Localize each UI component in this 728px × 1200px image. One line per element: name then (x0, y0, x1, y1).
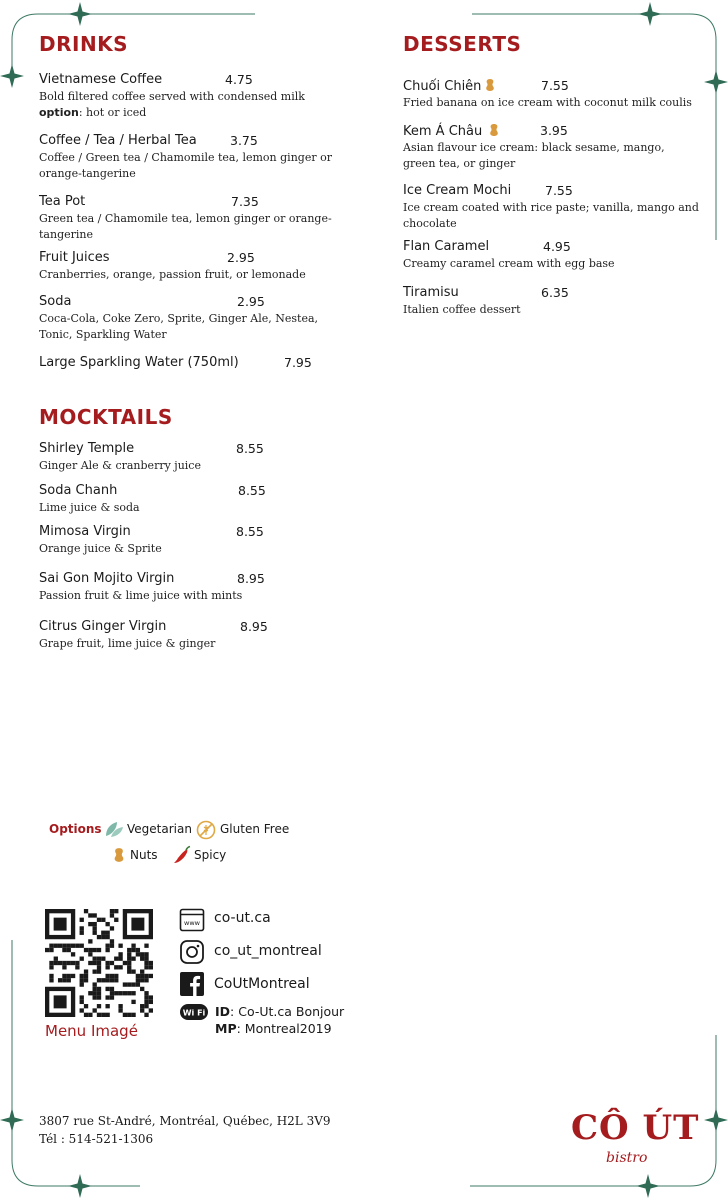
mocktails-title: MOCKTAILS (39, 405, 173, 429)
item-description: Coca-Cola, Coke Zero, Sprite, Ginger Ale, Nestea, Tonic, Sparkling Water (39, 312, 319, 341)
option-label: option (39, 105, 79, 119)
item-name: Soda (39, 294, 72, 309)
wifi-id-label: ID (215, 1004, 231, 1019)
item-description: Passion fruit & lime juice with mints (39, 589, 243, 602)
item-price: 3.95 (540, 123, 568, 138)
svg-text:www: www (184, 919, 200, 927)
item-name: Vietnamese Coffee (39, 72, 163, 87)
item-name: Citrus Ginger Virgin (39, 619, 167, 634)
item-description: Ice cream coated with rice paste; vanilla, mango and chocolate (403, 201, 699, 230)
menu-item-fruit-juices (39, 250, 359, 286)
instagram-link[interactable]: co_ut_montreal (214, 943, 322, 959)
item-description (39, 89, 339, 120)
item-name: Ice Cream Mochi (403, 183, 512, 198)
item-name-text: Chuối Chiên (403, 79, 482, 94)
item-price: 8.55 (236, 524, 264, 539)
item-description: Asian flavour ice cream: black sesame, mango, green tea, or ginger (403, 141, 665, 170)
legend-gluten-free: Gluten Free (220, 822, 290, 836)
item-description: Italien coffee dessert (403, 303, 521, 316)
legend-spicy: Spicy (194, 848, 227, 862)
item-price: 7.95 (284, 355, 312, 370)
item-name: Fruit Juices (39, 250, 110, 265)
phone-line: Tél : 514-521-1306 (39, 1132, 154, 1146)
item-name (403, 78, 496, 94)
item-price: 8.95 (240, 619, 268, 634)
item-price: 4.75 (225, 72, 253, 87)
item-description: Grape fruit, lime juice & ginger (39, 637, 216, 650)
legend-nuts: Nuts (130, 848, 158, 862)
item-price: 7.55 (545, 183, 573, 198)
item-description: Fried banana on ice cream with coconut milk coulis (403, 96, 692, 109)
item-description: Green tea / Chamomile tea, lemon ginger or orange-tangerine (39, 212, 332, 241)
item-name: Tiramisu (403, 285, 459, 300)
item-price: 2.95 (237, 294, 265, 309)
item-name-text: Kem Á Châu (403, 124, 483, 139)
wifi-id (215, 1004, 344, 1019)
item-name: Coffee / Tea / Herbal Tea (39, 133, 197, 148)
item-price: 4.95 (543, 239, 571, 254)
menu-item-vietnamese-coffee (39, 72, 359, 122)
facebook-link[interactable]: CoUtMontreal (214, 976, 310, 992)
item-price: 3.75 (230, 133, 258, 148)
wifi-icon (179, 1003, 209, 1021)
restaurant-logo-subtitle: bistro (606, 1150, 648, 1166)
menu-image-label: Menu Imagé (45, 1022, 138, 1040)
item-price: 8.55 (238, 483, 266, 498)
wifi-password-value: : Montreal2019 (236, 1021, 332, 1036)
item-desc-text: Bold filtered coffee served with condensed milk (39, 90, 305, 103)
wifi-id-value: : Co-Ut.ca Bonjour (230, 1004, 345, 1019)
qr-code[interactable] (45, 909, 153, 1017)
item-description: Cranberries, orange, passion fruit, or lemonade (39, 268, 306, 281)
item-description: Ginger Ale & cranberry juice (39, 459, 201, 472)
item-name: Tea Pot (39, 194, 86, 209)
spicy-chili-icon (172, 845, 192, 865)
svg-text:Wi Fi: Wi Fi (182, 1008, 206, 1018)
legend-options-label: Options (49, 822, 102, 836)
wifi-password (215, 1021, 332, 1036)
menu-item-large-sparkling-water (39, 355, 359, 375)
item-price: 6.35 (541, 285, 569, 300)
menu-item-soda-chanh (39, 483, 359, 519)
item-name: Flan Caramel (403, 239, 490, 254)
item-name: Mimosa Virgin (39, 524, 131, 539)
item-price: 7.55 (541, 78, 569, 93)
item-description: Coffee / Green tea / Chamomile tea, lemon ginger or orange-tangerine (39, 151, 332, 180)
website-link[interactable]: co-ut.ca (214, 910, 271, 926)
item-description: Lime juice & soda (39, 501, 140, 514)
option-text: : hot or iced (78, 105, 147, 119)
item-name: Large Sparkling Water (750ml) (39, 355, 239, 370)
menu-item-flan-caramel (403, 239, 708, 275)
facebook-icon (179, 971, 205, 997)
item-price: 8.55 (236, 441, 264, 456)
nut-icon (484, 78, 496, 92)
address-line: 3807 rue St-André, Montréal, Québec, H2L 3V9 (39, 1114, 331, 1128)
menu-item-chuoi-chien (403, 78, 708, 114)
nuts-icon (112, 847, 126, 863)
item-price: 2.95 (227, 250, 255, 265)
restaurant-logo-wordmark: CÔ ÚT (571, 1108, 700, 1148)
menu-item-tea-pot (39, 194, 359, 244)
menu-item-citrus-ginger-virgin (39, 619, 359, 655)
gluten-free-icon (196, 820, 216, 840)
wifi-password-label: MP (215, 1021, 237, 1036)
vegetarian-leaf-icon (103, 820, 125, 838)
item-name: Soda Chanh (39, 483, 118, 498)
menu-item-mimosa-virgin (39, 524, 359, 560)
item-description: Orange juice & Sprite (39, 542, 162, 555)
menu-item-soda (39, 294, 359, 344)
item-price: 7.35 (231, 194, 259, 209)
website-icon (179, 907, 205, 933)
restaurant-address-block (39, 1112, 331, 1148)
menu-item-kem-a-chau (403, 123, 708, 173)
legend-vegetarian: Vegetarian (127, 822, 192, 836)
menu-item-tiramisu (403, 285, 708, 321)
menu-item-shirley-temple (39, 441, 359, 477)
menu-item-ice-cream-mochi (403, 183, 708, 233)
item-name (403, 123, 500, 139)
item-name: Shirley Temple (39, 441, 135, 456)
menu-item-coffee-tea (39, 133, 359, 183)
item-name: Sai Gon Mojito Virgin (39, 571, 175, 586)
nut-icon (488, 123, 500, 137)
menu-item-sai-gon-mojito-virgin (39, 571, 359, 607)
desserts-title: DESSERTS (403, 32, 522, 56)
item-price: 8.95 (237, 571, 265, 586)
drinks-title: DRINKS (39, 32, 129, 56)
instagram-icon (179, 939, 205, 965)
item-description: Creamy caramel cream with egg base (403, 257, 615, 270)
